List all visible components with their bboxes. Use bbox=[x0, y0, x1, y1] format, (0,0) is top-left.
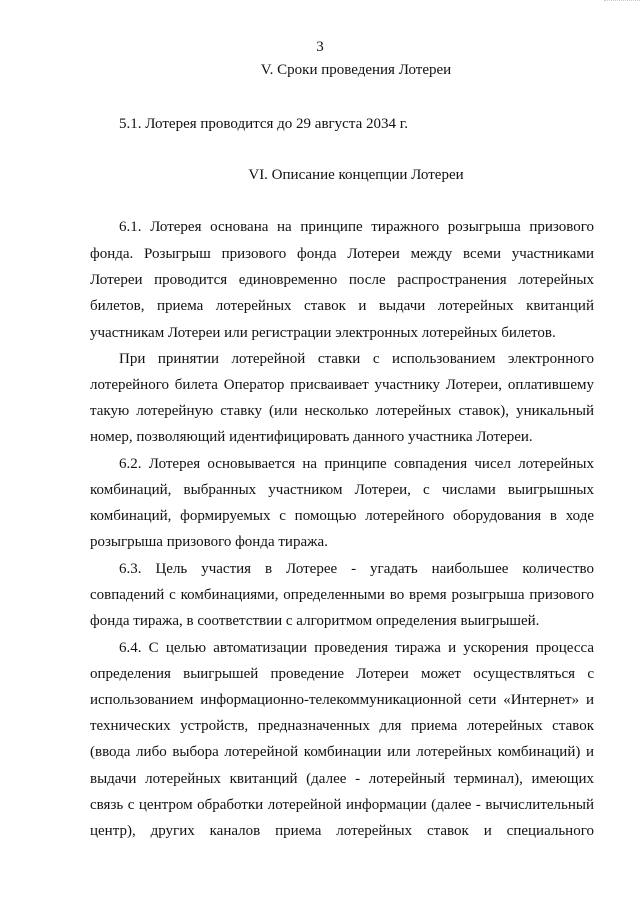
paragraph-6-1b-line: лотерейного билета Оператор присваивает участнику Лотереи, оплатившему bbox=[90, 377, 594, 393]
paragraph-5-1: 5.1. Лотерея проводится до 29 августа 2034 г. bbox=[119, 116, 408, 132]
paragraph-6-4-line: (ввода либо выбора лотерейной комбинации или лотерейных комбинаций) и bbox=[90, 744, 594, 760]
section-v-heading: V. Сроки проведения Лотереи bbox=[260, 62, 452, 78]
paragraph-6-1-line: фонда. Розыгрыш призового фонда Лотереи между всеми участниками bbox=[90, 246, 594, 262]
paragraph-6-1-line: участникам Лотереи или регистрации электронных лотерейных билетов. bbox=[90, 325, 556, 341]
paragraph-6-4-line: определения выигрышей проведение Лотереи может осуществляться с bbox=[90, 666, 594, 682]
paragraph-6-4-line: использованием информационно-телекоммуникационной сети «Интернет» и bbox=[90, 692, 594, 708]
page-number: 3 bbox=[316, 39, 324, 55]
paragraph-6-1-line: 6.1. Лотерея основана на принципе тиражного розыгрыша призового bbox=[119, 219, 594, 235]
paragraph-6-4-line: связь с центром обработки лотерейной информации (далее - вычислительный bbox=[90, 797, 594, 813]
paragraph-6-1-line: билетов, приема лотерейных ставок и выдачи лотерейных квитанций bbox=[90, 298, 594, 314]
paragraph-6-4-line: центр), других каналов приема лотерейных ставок и специального bbox=[90, 823, 594, 839]
paragraph-6-3-line: 6.3. Цель участия в Лотерее - угадать наибольшее количество bbox=[119, 561, 594, 577]
paragraph-6-4-line: 6.4. С целью автоматизации проведения тиража и ускорения процесса bbox=[119, 640, 594, 656]
paragraph-6-1b-line: такую лотерейную ставку (или несколько лотерейных ставок), уникальный bbox=[90, 403, 594, 419]
paragraph-6-1-line: Лотереи проводится единовременно после распространения лотерейных bbox=[90, 272, 594, 288]
scan-corner-mark bbox=[604, 0, 640, 11]
section-vi-heading: VI. Описание концепции Лотереи bbox=[248, 167, 464, 183]
paragraph-6-2-line: 6.2. Лотерея основывается на принципе совпадения чисел лотерейных bbox=[119, 456, 594, 472]
paragraph-6-2-line: розыгрыша призового фонда тиража. bbox=[90, 534, 328, 550]
paragraph-6-2-line: комбинаций, формируемых с помощью лотерейного оборудования в ходе bbox=[90, 508, 594, 524]
paragraph-6-1b-line: номер, позволяющий идентифицировать данного участника Лотереи. bbox=[90, 429, 533, 445]
paragraph-6-2-line: комбинаций, выбранных участником Лотереи, с числами выигрышных bbox=[90, 482, 594, 498]
paragraph-6-4-line: технических устройств, предназначенных для приема лотерейных ставок bbox=[90, 718, 594, 734]
paragraph-6-3-line: совпадений с комбинациями, определенными во время розыгрыша призового bbox=[90, 587, 594, 603]
paragraph-6-1b-line: При принятии лотерейной ставки с использованием электронного bbox=[119, 351, 594, 367]
paragraph-6-3-line: фонда тиража, в соответствии с алгоритмом определения выигрышей. bbox=[90, 613, 540, 629]
paragraph-6-4-line: выдачи лотерейных квитанций (далее - лотерейный терминал), имеющих bbox=[90, 771, 594, 787]
